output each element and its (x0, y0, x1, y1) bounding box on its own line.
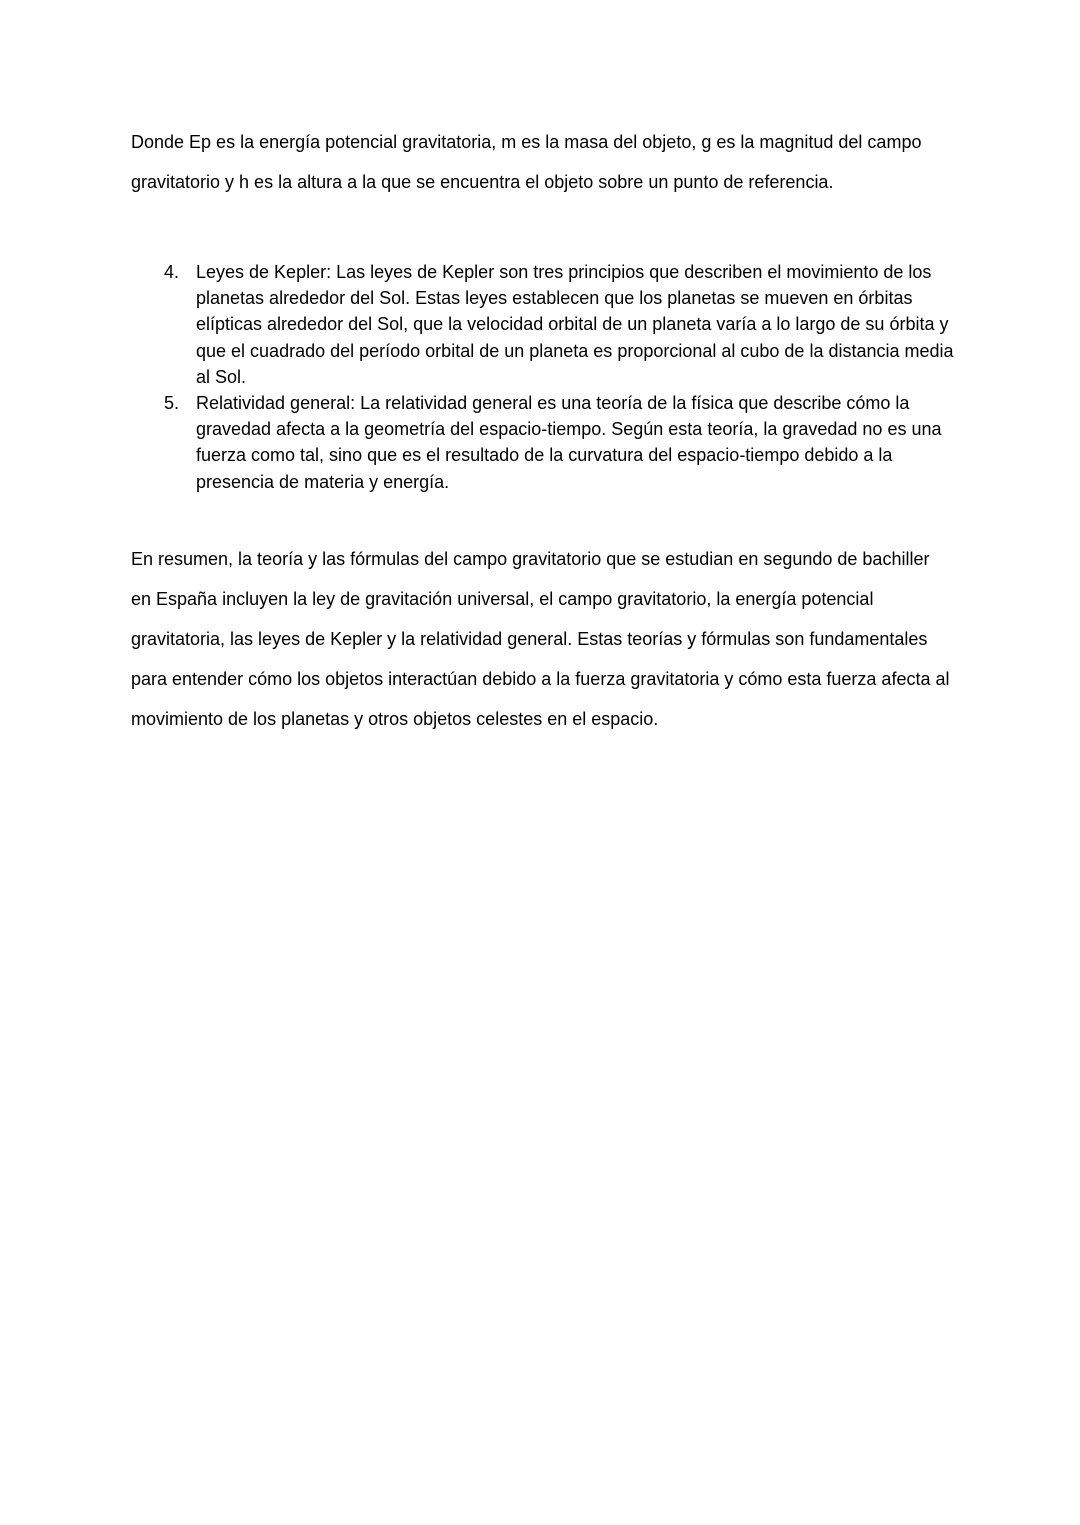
numbered-list (131, 259, 961, 495)
list-item-number: 4. (163, 262, 179, 282)
summary-paragraph: En resumen, la teoría y las fórmulas del campo gravitatorio que se estudian en segundo de bachiller en España incluyen la ley de gravitación universal, el campo gravitatorio, la energía potencial gravitatoria, las leyes de Kepler y la relatividad general. Estas teorías y fórmulas son fundamentales para entender cómo los objetos interactúan debido a la fuerza gravitatoria y cómo esta fuerza afecta al movimiento de los planetas y otros objetos celestes en el espacio. (131, 549, 950, 729)
list-item-relativity (131, 390, 961, 495)
list-item-text: Relatividad general: La relatividad general es una teoría de la física que describe cómo la gravedad afecta a la geometría del espacio-tiempo. Según esta teoría, la gravedad no es una fuerza como tal, sino que es el resultado de la curvatura del espacio-tiempo debido a la presencia de materia y energía. (196, 393, 942, 492)
list-item-number: 5. (163, 393, 179, 414)
list-item-kepler (131, 259, 961, 390)
intro-paragraph: Donde Ep es la energía potencial gravitatoria, m es la masa del objeto, g es la magnitud del campo gravitatorio y h es la altura a la que se encuentra el objeto sobre un punto de referencia. (131, 132, 922, 192)
list-item-text: Leyes de Kepler: Las leyes de Kepler son tres principios que describen el movimiento de los planetas alrededor del Sol. Estas leyes establecen que los planetas se mueven en órbitas elípticas alrededor del Sol, que la velocidad orbital de un planeta varía a lo largo de su órbita y que el cuadrado del período orbital de un planeta es proporcional al cubo de la distancia media al Sol. (196, 262, 954, 387)
